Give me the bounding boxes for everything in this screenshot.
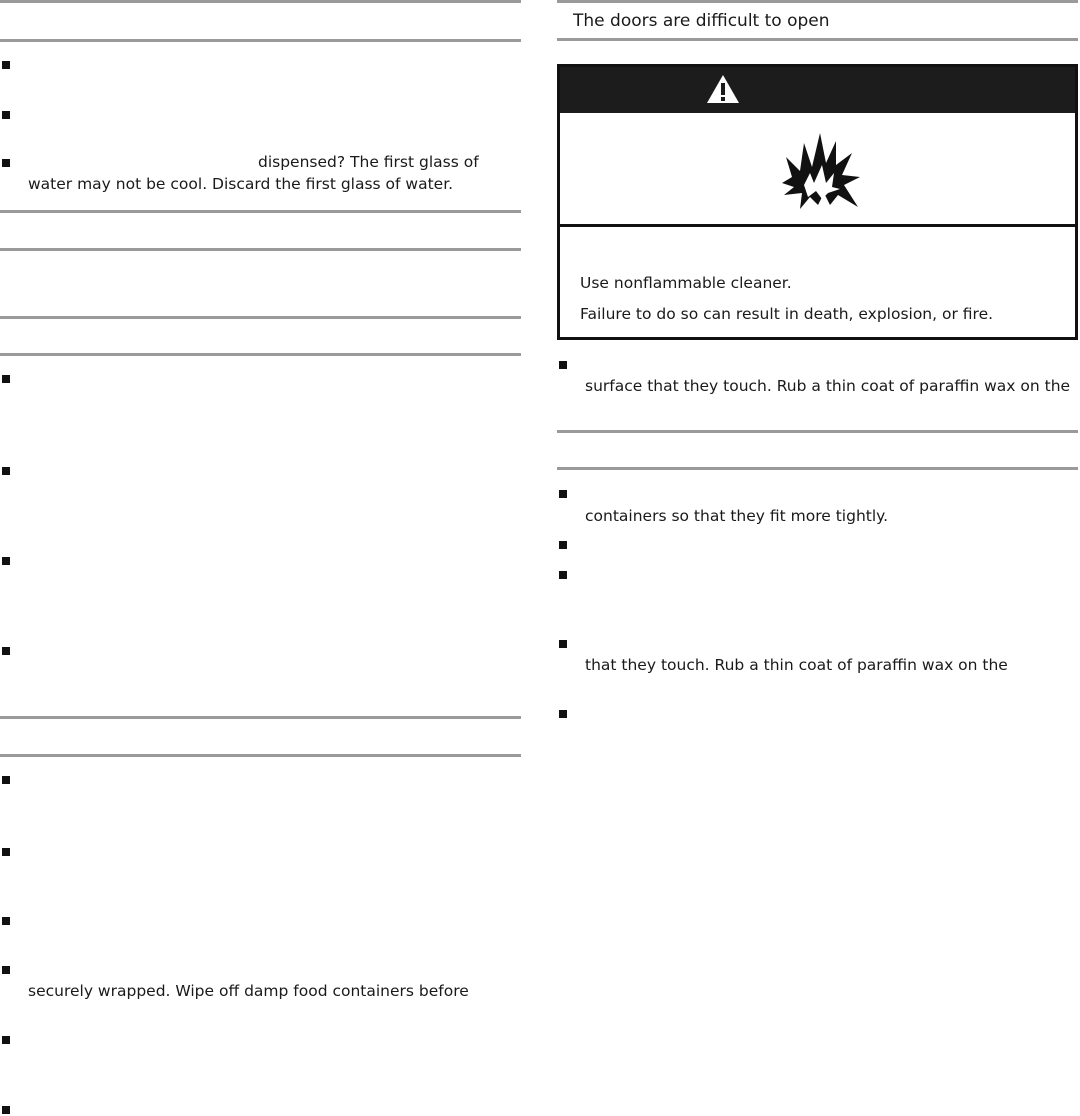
section-rule [0,353,521,356]
touch-wax-text: that they touch. Rub a thin coat of paraffin wax on the [585,656,1008,674]
explosion-icon [778,127,868,211]
bullet-square-icon [2,1106,10,1114]
bullet-square-icon [2,1036,10,1044]
bullet-square-icon [2,61,10,69]
water-first-glass-continuation: water may not be cool. Discard the first glass of water. [28,175,454,193]
section-rule [0,210,521,213]
warning-triangle-icon [705,73,741,105]
food-wrap-text: securely wrapped. Wipe off damp food containers before [28,982,469,1000]
warning-divider [560,224,1075,227]
bullet-square-icon [559,710,567,718]
bullet-square-icon [559,571,567,579]
bullet-square-icon [559,361,567,369]
warning-header [560,67,1075,113]
section-rule [557,467,1078,470]
bullet-square-icon [2,159,10,167]
section-rule [0,716,521,719]
section-rule [0,39,521,42]
section-rule [0,754,521,757]
containers-text: containers so that they fit more tightly. [585,507,889,525]
bullet-square-icon [2,917,10,925]
bullet-square-icon [559,640,567,648]
water-first-glass-text: dispensed? The first glass of [258,153,479,171]
section-rule [0,248,521,251]
bullet-square-icon [559,490,567,498]
bullet-square-icon [2,467,10,475]
bullet-square-icon [2,111,10,119]
bullet-square-icon [2,848,10,856]
bullet-square-icon [2,776,10,784]
bullet-square-icon [2,647,10,655]
section-rule [0,316,521,319]
bullet-square-icon [559,541,567,549]
doors-heading: The doors are difficult to open [573,11,830,31]
warning-line-2: Failure to do so can result in death, explosion, or fire. [580,305,994,323]
section-rule [557,0,1078,3]
bullet-square-icon [2,557,10,565]
section-rule [0,0,521,3]
bullet-square-icon [2,375,10,383]
warning-line-1: Use nonflammable cleaner. [580,274,792,292]
section-rule [557,38,1078,41]
bullet-square-icon [2,966,10,974]
door-seal-text: surface that they touch. Rub a thin coat of paraffin wax on the [585,377,1071,395]
section-rule [557,430,1078,433]
warning-box [557,64,1078,340]
